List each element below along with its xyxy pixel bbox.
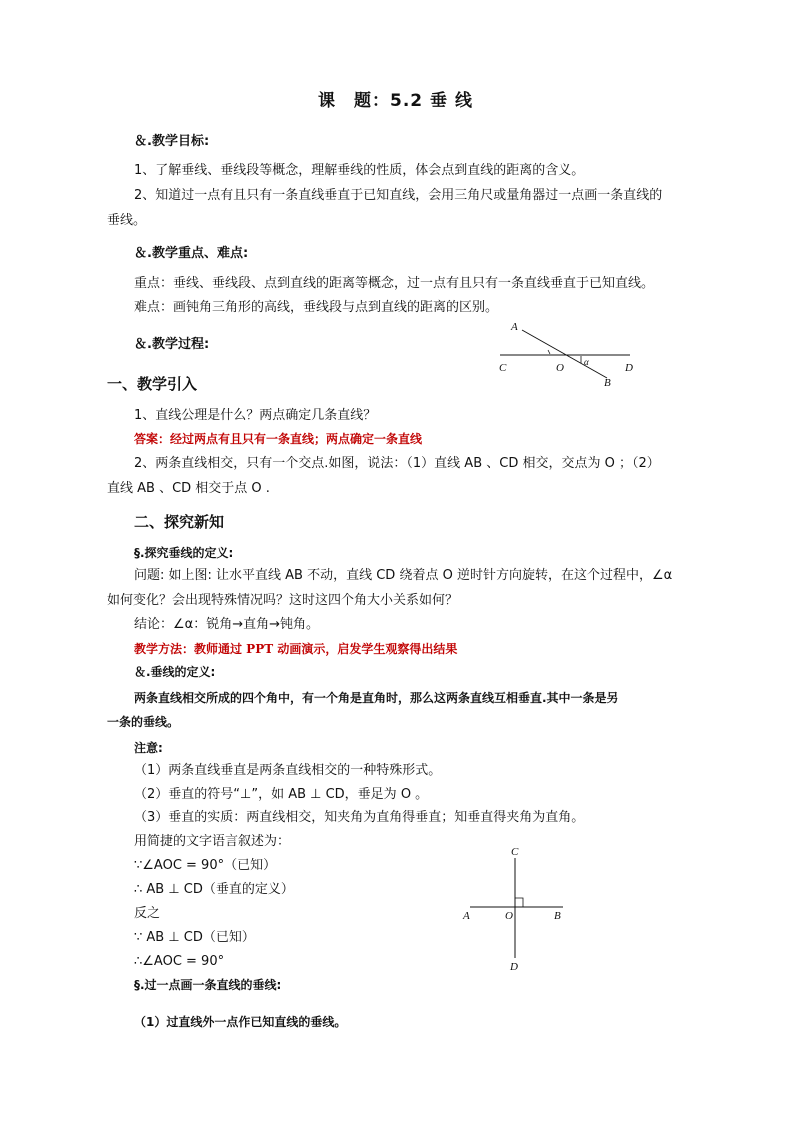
fig2-label-a: A	[463, 910, 470, 922]
answer-1: 答案：经过两点有且只有一条直线；两点确定一条直线	[134, 432, 423, 446]
fig2-label-c: C	[511, 846, 519, 858]
definition-line-1: 两条直线相交所成的四个角中，有一个角是直角时，那么这两条直线互相垂直.其中一条是另	[134, 691, 619, 705]
part-2-heading: 二、探究新知	[134, 513, 225, 531]
problem-line-2: 如何变化？会出现特殊情况吗？这时这四个角大小关系如何？	[107, 593, 459, 608]
fig2-label-d: D	[510, 961, 518, 973]
section-process-heading: ＆.教学过程:	[134, 337, 210, 352]
section-goals-heading: ＆.教学目标:	[134, 134, 210, 149]
goal-2-line-2: 垂线。	[107, 213, 147, 228]
fig2-label-b: B	[554, 910, 561, 922]
note-1: （1）两条直线垂直是两条直线相交的一种特殊形式。	[134, 763, 442, 778]
question-2-line-2: 直线 AB 、CD 相交于点 O .	[107, 481, 270, 496]
difficult-point: 难点：画钝角三角形的高线，垂线段与点到直线的距离的区别。	[134, 300, 499, 315]
section-key-heading: ＆.教学重点、难点:	[134, 246, 249, 261]
problem-line-1: 问题: 如上图: 让水平直线 AB 不动，直线 CD 绕着点 O 逆时针方向旋转，在这个过程中，∠α	[134, 568, 673, 583]
statement-2: ∴ AB ⊥ CD（垂直的定义）	[134, 882, 294, 897]
statement-3: 反之	[134, 906, 161, 921]
statement-4: ∵ AB ⊥ CD（已知）	[134, 930, 255, 945]
goal-1: 1、了解垂线、垂线段等概念，理解垂线的性质，体会点到直线的距离的含义。	[134, 163, 585, 178]
fig1-label-a: A	[511, 321, 518, 333]
fig1-label-d: D	[625, 362, 633, 374]
definition-heading: ＆.垂线的定义:	[134, 665, 216, 679]
note-3: （3）垂直的实质：两直线相交，知夹角为直角得垂直；知垂直得夹角为直角。	[134, 810, 585, 825]
draw-step-1: （1）过直线外一点作已知直线的垂线。	[134, 1015, 347, 1029]
brief-statement: 用简捷的文字语言叙述为：	[134, 834, 291, 849]
intersecting-lines-figure	[495, 316, 645, 388]
question-2-line-1: 2、两条直线相交，只有一个交点.如图，说法：（1）直线 AB 、CD 相交，交点为 O ；（2）	[134, 456, 660, 471]
perpendicular-lines-figure	[455, 840, 575, 975]
notice-heading: 注意:	[134, 741, 163, 755]
part-1-heading: 一、教学引入	[107, 375, 198, 393]
fig1-label-b: B	[604, 377, 611, 388]
conclusion: 结论：∠α：锐角→直角→钝角。	[134, 617, 320, 632]
statement-5: ∴∠AOC = 90°	[134, 954, 225, 969]
fig1-label-c: C	[499, 362, 507, 374]
question-1: 1、直线公理是什么？两点确定几条直线？	[134, 408, 377, 423]
draw-perpendicular-heading: §.过一点画一条直线的垂线:	[134, 978, 282, 992]
fig2-label-o: O	[505, 910, 513, 922]
goal-2-line-1: 2、知道过一点有且只有一条直线垂直于已知直线，会用三角尺或量角器过一点画一条直线的	[134, 188, 663, 203]
note-2: （2）垂直的符号“⊥”，如 AB ⊥ CD，垂足为 O 。	[134, 787, 429, 802]
fig1-label-alpha: α	[584, 357, 589, 367]
key-point: 重点：垂线、垂线段、点到直线的距离等概念，过一点有且只有一条直线垂直于已知直线。	[134, 276, 655, 291]
definition-line-2: 一条的垂线。	[107, 715, 180, 729]
page-title: 课 题：5.2 垂 线	[318, 91, 473, 111]
explore-definition-heading: §.探究垂线的定义:	[134, 546, 234, 560]
fig1-label-o: O	[556, 362, 564, 374]
teaching-method: 教学方法：教师通过 PPT 动画演示，启发学生观察得出结果	[134, 642, 458, 656]
statement-1: ∵∠AOC = 90°（已知）	[134, 858, 277, 873]
